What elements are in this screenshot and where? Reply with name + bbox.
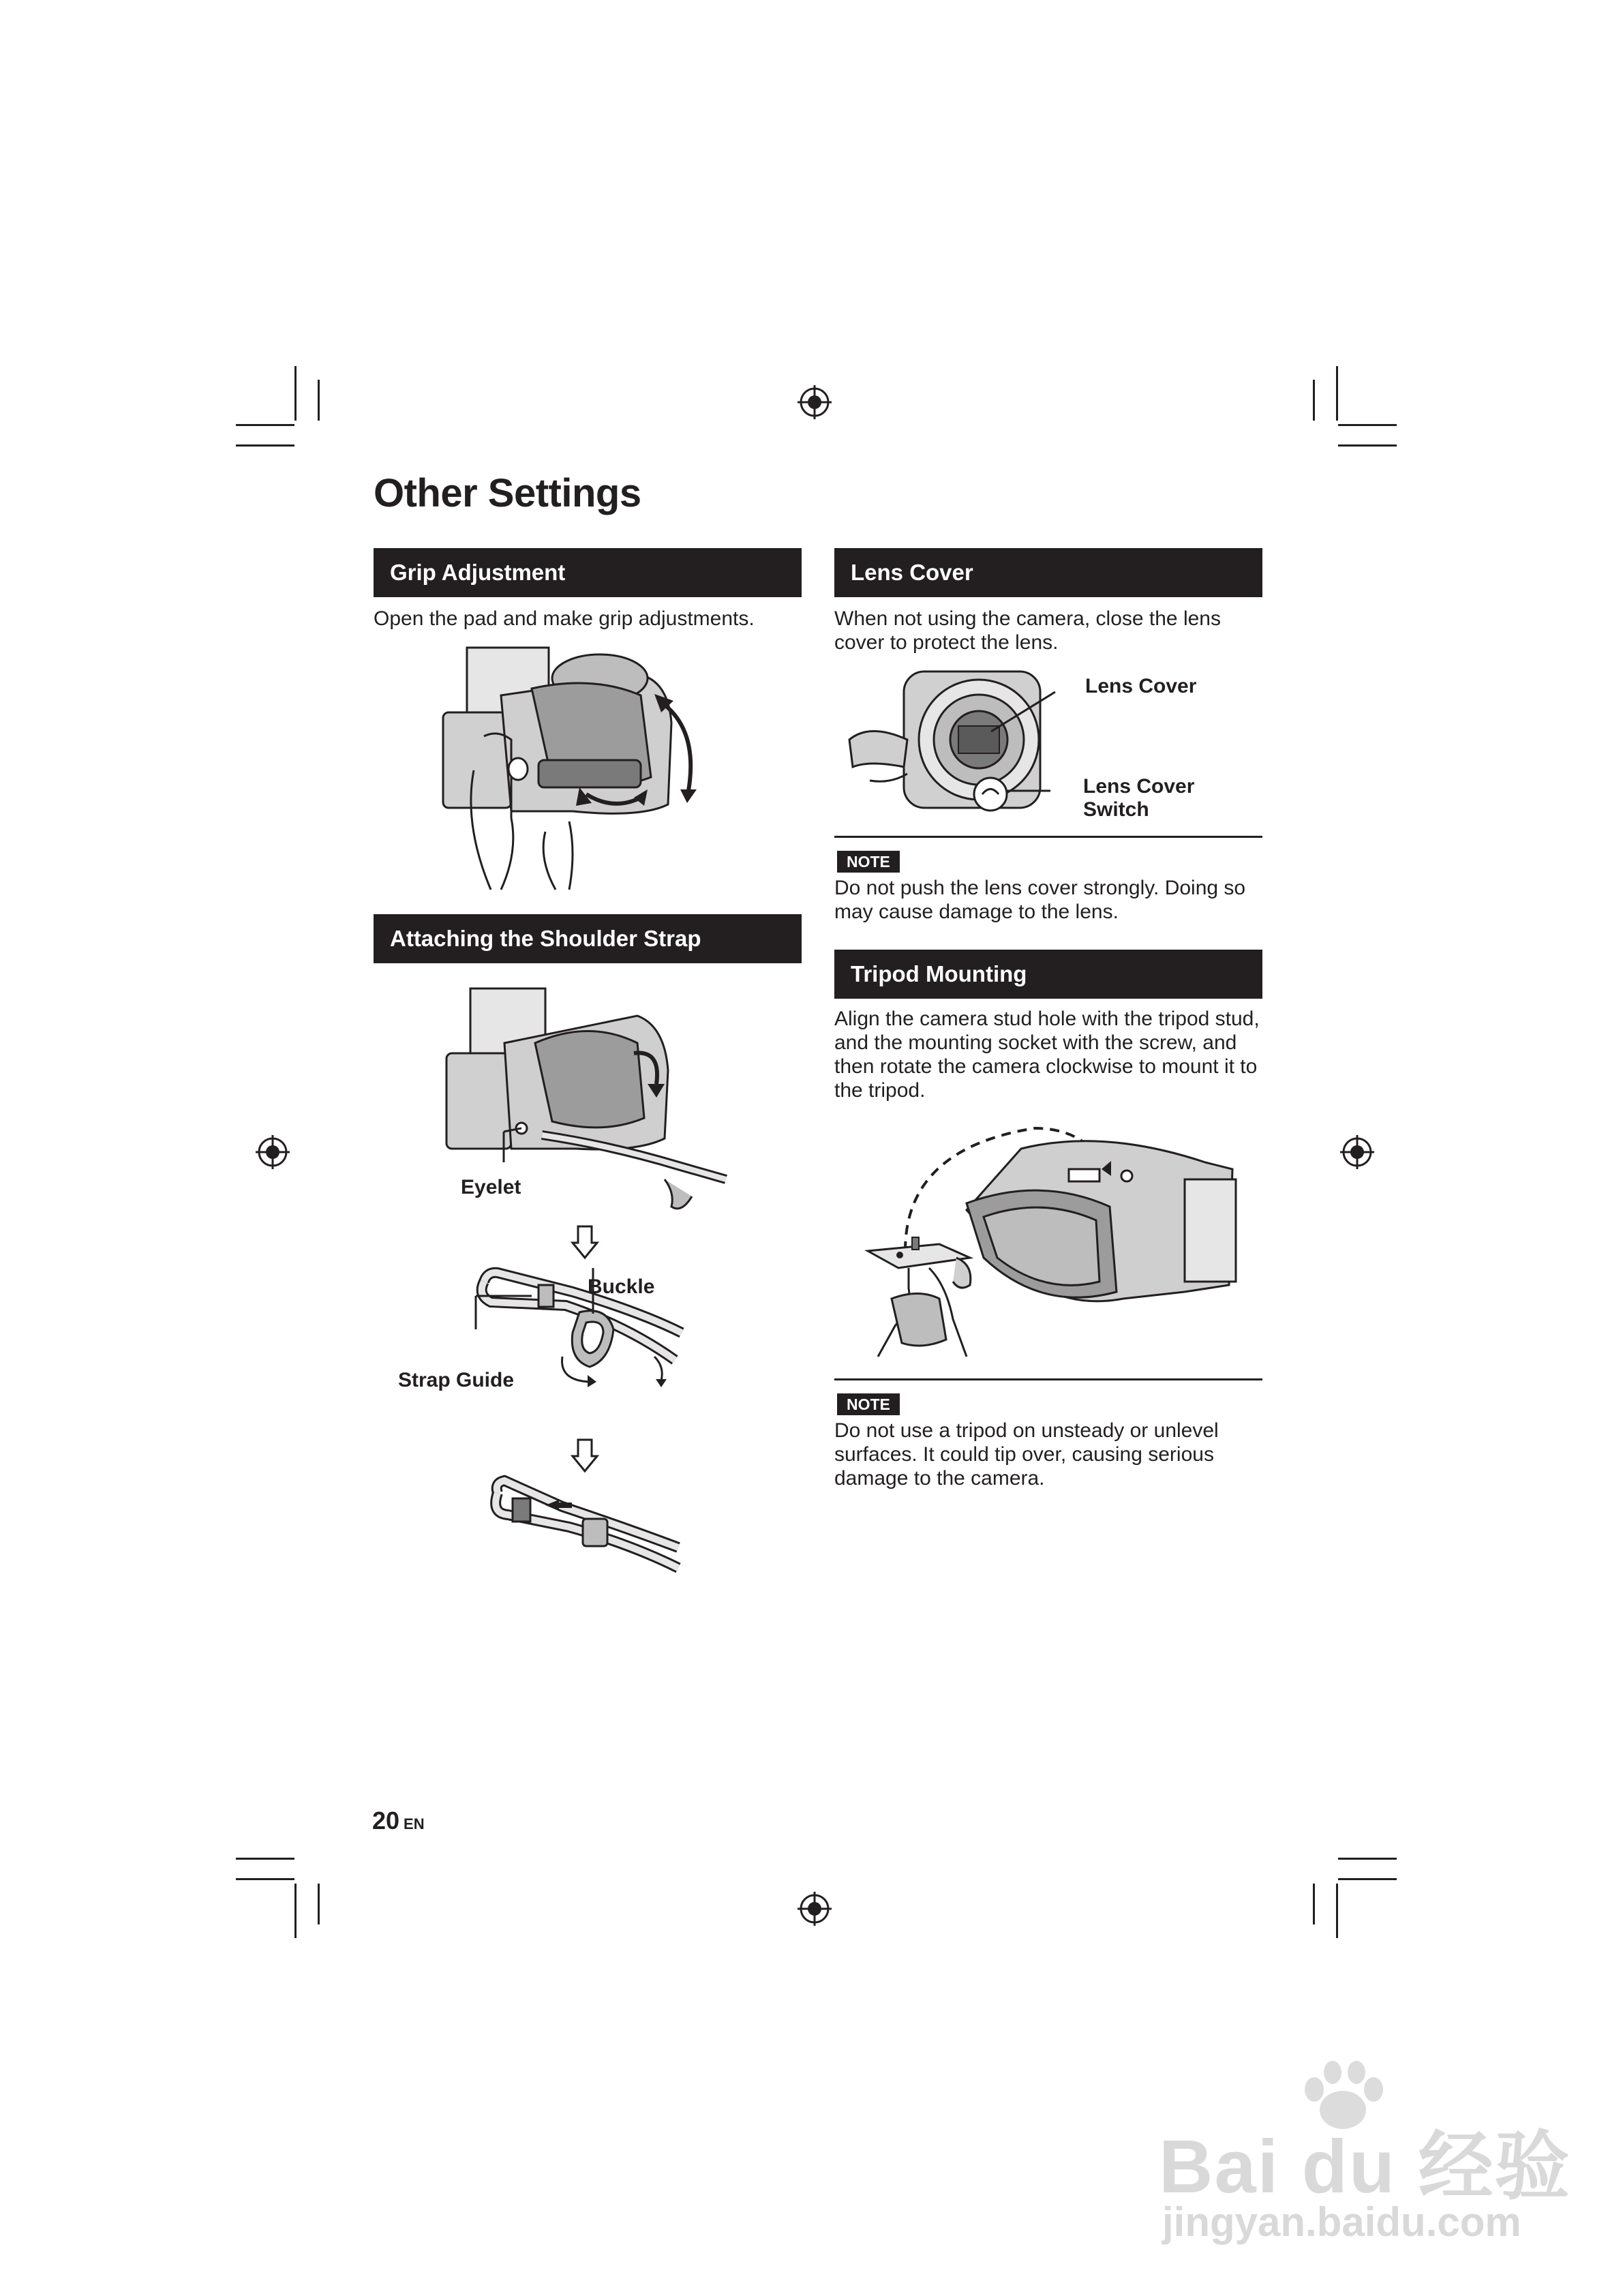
down-arrow-icon [571, 1225, 598, 1260]
lens-cover-note-line-1: Do not push the lens cover strongly. Doing so [834, 877, 1246, 899]
down-arrow-icon [571, 1438, 598, 1474]
tripod-note-line-1: Do not use a tripod on unsteady or unlevel [834, 1419, 1219, 1442]
crop-mark [236, 1878, 294, 1880]
section-divider [834, 836, 1262, 838]
page-title: Other Settings [374, 471, 641, 515]
registration-mark-icon [798, 385, 832, 419]
lens-cover-note-line-2: may cause damage to the lens. [834, 901, 1119, 923]
tripod-text-line-4: the tripod. [834, 1079, 926, 1102]
crop-mark [318, 1884, 320, 1924]
tripod-mounting-heading: Tripod Mounting [834, 950, 1262, 999]
crop-mark [1336, 1884, 1338, 1938]
crop-mark [1338, 424, 1397, 426]
buckle-strap-illustration [470, 1265, 688, 1421]
finished-strap-illustration [487, 1472, 685, 1575]
crop-mark [294, 366, 297, 421]
crop-mark [1338, 444, 1397, 447]
section-divider [834, 1378, 1262, 1380]
page-number-value: 20 [372, 1807, 400, 1834]
grip-adjustment-heading: Grip Adjustment [374, 548, 802, 597]
crop-mark [1338, 1878, 1397, 1880]
registration-mark-icon [256, 1135, 290, 1169]
tripod-text-line-2: and the mounting socket with the screw, and [834, 1031, 1237, 1054]
lens-cover-switch-label-line-1: Lens Cover [1083, 775, 1195, 798]
page-language: EN [404, 1815, 425, 1832]
crop-mark [294, 1884, 297, 1938]
tripod-note-line-2: surfaces. It could tip over, causing serious [834, 1443, 1214, 1466]
tripod-note-line-3: damage to the camera. [834, 1467, 1045, 1490]
crop-mark [236, 444, 294, 447]
registration-mark-icon [798, 1892, 832, 1926]
lens-cover-illustration [843, 665, 1108, 818]
crop-mark [1336, 366, 1338, 421]
crop-mark [1338, 1858, 1397, 1860]
tripod-text-line-3: then rotate the camera clockwise to mount it to [834, 1055, 1258, 1078]
lens-cover-switch-label-line-2: Switch [1083, 798, 1149, 821]
lens-cover-text-line-1: When not using the camera, close the lens [834, 607, 1221, 630]
buckle-label: Buckle [588, 1275, 655, 1298]
crop-mark [236, 424, 294, 426]
watermark-brand: Bai du 经验 [1159, 2125, 1571, 2209]
note-badge: NOTE [837, 1393, 900, 1415]
page-number [372, 1807, 425, 1835]
crop-mark [1313, 1884, 1315, 1924]
grip-adjustment-illustration [436, 648, 729, 890]
lens-cover-text-line-2: cover to protect the lens. [834, 631, 1059, 654]
crop-mark [1313, 380, 1315, 421]
note-badge: NOTE [837, 851, 900, 873]
lens-cover-label: Lens Cover [1085, 675, 1197, 697]
registration-mark-icon [1340, 1135, 1374, 1169]
crop-mark [236, 1858, 294, 1860]
strap-guide-label: Strap Guide [398, 1369, 515, 1391]
crop-mark [318, 380, 320, 421]
shoulder-strap-heading: Attaching the Shoulder Strap [374, 914, 802, 963]
tripod-text-line-1: Align the camera stud hole with the tripod stud, [834, 1008, 1260, 1030]
lens-cover-heading: Lens Cover [834, 548, 1262, 597]
grip-adjustment-text: Open the pad and make grip adjustments. [374, 607, 755, 630]
tripod-mounting-illustration [864, 1121, 1239, 1357]
watermark-url: jingyan.baidu.com [1162, 2199, 1521, 2245]
eyelet-label: Eyelet [461, 1176, 521, 1198]
